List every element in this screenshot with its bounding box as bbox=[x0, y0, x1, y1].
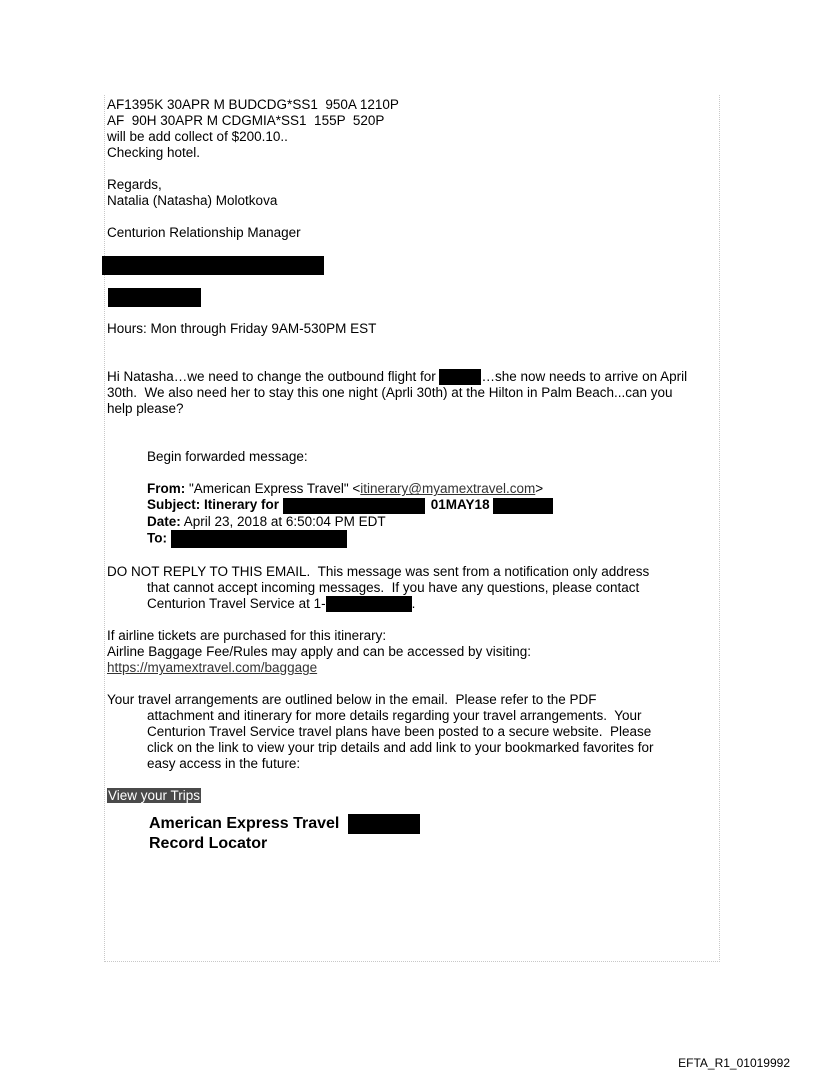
arrangements-line-4: click on the link to view your trip details and add link to your bookmarked favorites for bbox=[147, 740, 654, 756]
redaction bbox=[326, 596, 412, 612]
forward-intro: Begin forwarded message: bbox=[147, 449, 308, 465]
signature-redaction bbox=[108, 288, 201, 307]
baggage-link[interactable]: https://myamextravel.com/baggage bbox=[107, 660, 318, 676]
arrangements-line-1: Your travel arrangements are outlined below in the email. Please refer to the PDF bbox=[107, 692, 597, 708]
redaction bbox=[348, 814, 420, 834]
hours: Hours: Mon through Friday 9AM-530PM EST bbox=[107, 321, 377, 336]
request-line-1: Hi Natasha…we need to change the outbound flight for …she now needs to arrive on April bbox=[107, 369, 688, 384]
redaction bbox=[493, 498, 553, 514]
collect-line: will be add collect of $200.10.. bbox=[107, 129, 288, 144]
sender-title: Centurion Relationship Manager bbox=[107, 225, 301, 240]
signature-redaction bbox=[102, 256, 324, 275]
record-locator-label: Record Locator bbox=[149, 835, 268, 853]
arrangements-line-3: Centurion Travel Service travel plans have been posted to a secure website. Please bbox=[147, 724, 652, 740]
redaction bbox=[439, 369, 481, 385]
forward-from: From: "American Express Travel" <itinerary@myamextravel.com> bbox=[147, 481, 544, 497]
view-trips-button[interactable]: View your Trips bbox=[108, 788, 201, 804]
flight-line-2: AF 90H 30APR M CDGMIA*SS1 155P 520P bbox=[107, 113, 385, 128]
donotreply-line-3: Centurion Travel Service at 1- . bbox=[147, 595, 416, 611]
regards: Regards, bbox=[107, 177, 162, 192]
donotreply-line-2: that cannot accept incoming messages. If you have any questions, please contact bbox=[147, 579, 640, 595]
hotel-line: Checking hotel. bbox=[107, 145, 201, 160]
request-line-3: help please? bbox=[107, 401, 184, 417]
redaction bbox=[283, 498, 425, 514]
forward-date: Date: April 23, 2018 at 6:50:04 PM EDT bbox=[147, 513, 386, 529]
from-email-link[interactable]: itinerary@myamextravel.com bbox=[360, 481, 536, 497]
tickets-line-1: If airline tickets are purchased for this itinerary: bbox=[107, 628, 387, 644]
email-body bbox=[107, 97, 717, 853]
document-id: EFTA_R1_01019992 bbox=[678, 1056, 790, 1070]
flight-line-1: AF1395K 30APR M BUDCDG*SS1 950A 1210P bbox=[107, 97, 399, 112]
arrangements-line-5: easy access in the future: bbox=[147, 756, 301, 772]
request-line-2: 30th. We also need her to stay this one night (Aprli 30th) at the Hilton in Palm Beach...can you bbox=[107, 385, 673, 401]
donotreply-line-1: DO NOT REPLY TO THIS EMAIL. This message was sent from a notification only address bbox=[107, 563, 650, 579]
tickets-line-2: Airline Baggage Fee/Rules may apply and can be accessed by visiting: bbox=[107, 644, 531, 660]
forward-subject: Subject: Itinerary for 01MAY18 bbox=[107, 497, 717, 513]
sender-name: Natalia (Natasha) Molotkova bbox=[107, 193, 278, 208]
amex-travel-locator: American Express Travel bbox=[107, 814, 717, 834]
redaction bbox=[171, 530, 347, 548]
forward-to: To: bbox=[107, 530, 717, 548]
arrangements-line-2: attachment and itinerary for more details regarding your travel arrangements. Your bbox=[147, 708, 642, 724]
